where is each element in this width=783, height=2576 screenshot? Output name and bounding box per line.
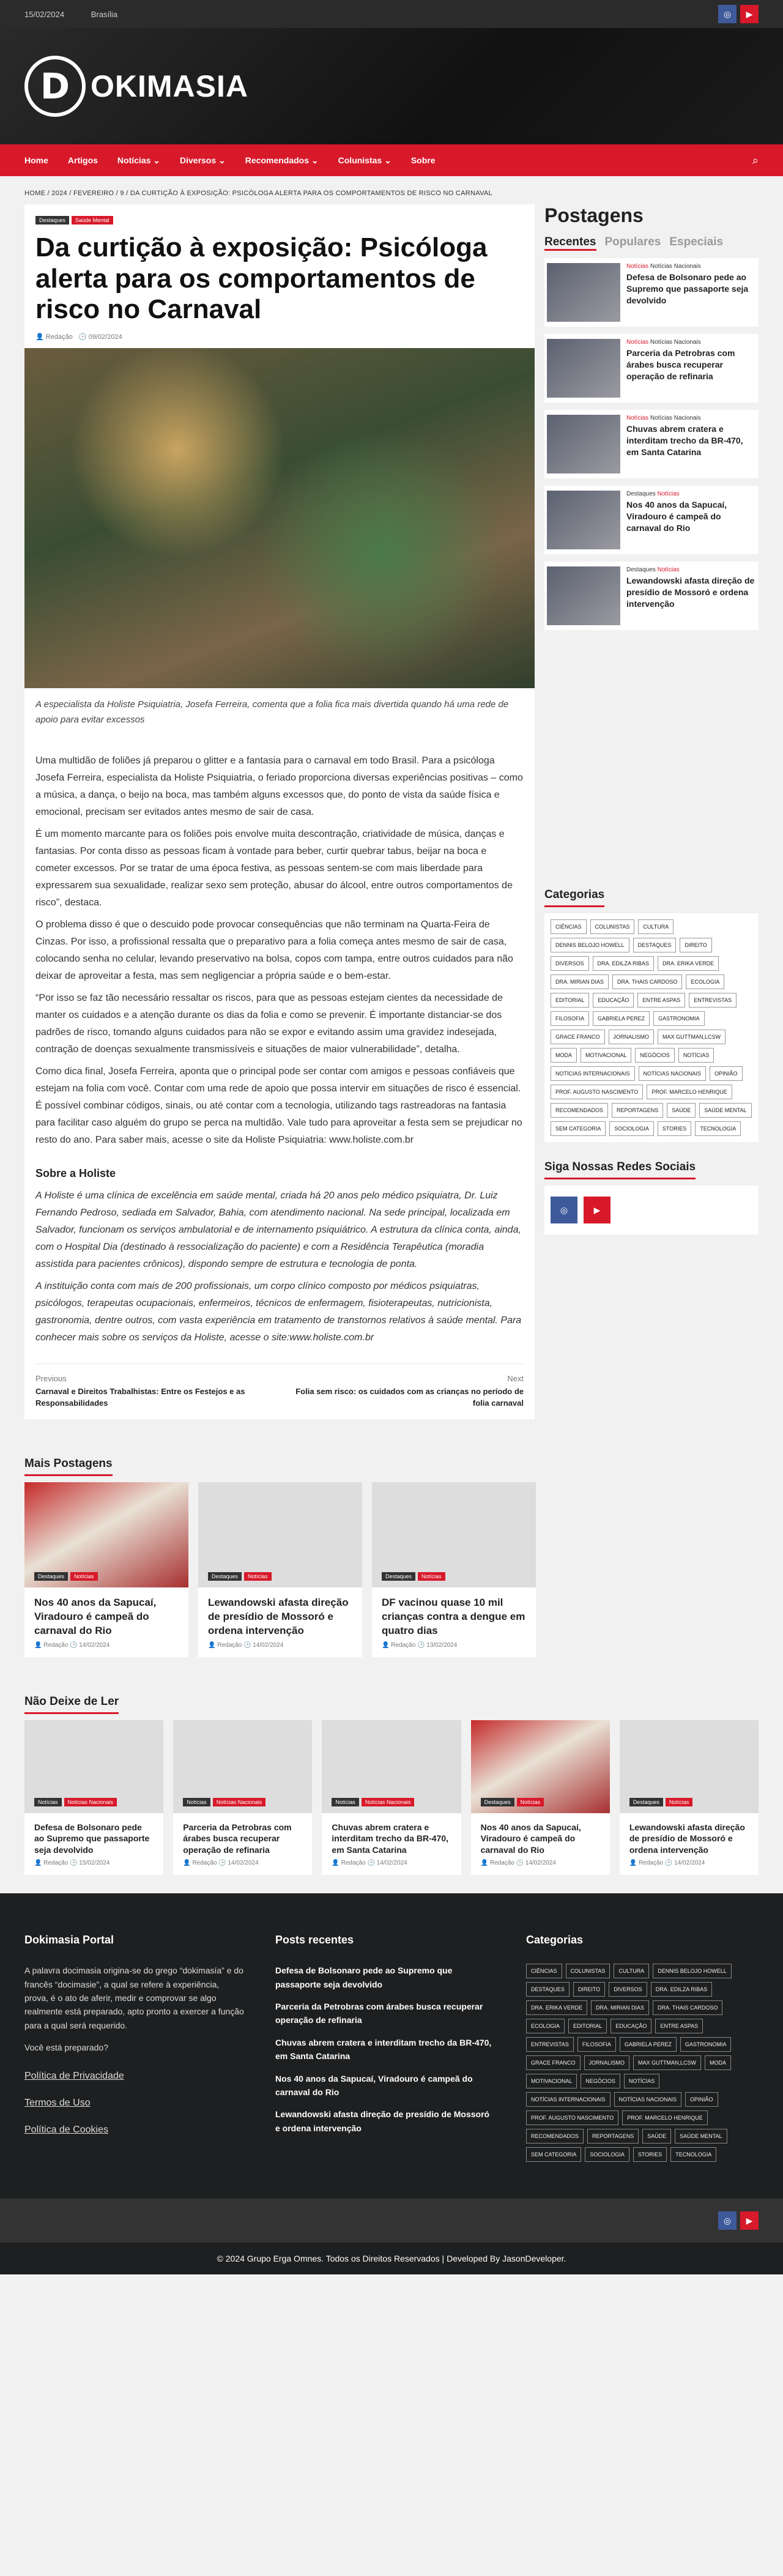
post-category[interactable]: Notícias Nacionais — [650, 415, 701, 421]
next-title: Folia sem risco: os cuidados com as crianças no período de folia carnaval — [295, 1386, 524, 1408]
category-tag[interactable]: TECNOLOGIA — [695, 1121, 741, 1136]
post-card[interactable] — [198, 1482, 362, 1657]
category-tag[interactable]: DESTAQUES — [633, 938, 677, 952]
nav-home[interactable]: Home — [24, 155, 48, 165]
sidebar-post[interactable] — [544, 258, 759, 327]
footer-recent-post[interactable]: Nos 40 anos da Sapucaí, Viradouro é campeã do carnaval do Rio — [275, 2073, 473, 2097]
category-tag[interactable]: ENTREVISTAS — [526, 2037, 574, 2052]
category-tag[interactable]: NOTÍCIAS — [624, 2074, 660, 2088]
category-tag[interactable]: ENTRE ASPAS — [637, 993, 685, 1008]
category-tag[interactable]: PROF. MARCELO HENRIQUE — [647, 1085, 732, 1099]
footer-portal-title: Dokimasia Portal — [24, 1934, 114, 1947]
category-tag[interactable]: STORIES — [633, 2147, 667, 2162]
post-date: 14/02/2024 — [79, 1641, 110, 1649]
post-image[interactable] — [372, 1482, 536, 1587]
post-tags — [382, 1570, 448, 1581]
post-meta: 👤 Redação 🕒 14/02/2024 — [480, 1860, 556, 1867]
category-tag[interactable]: DRA. MIRIAN DIAS — [591, 2000, 649, 2015]
tag-destaques[interactable]: Destaques — [35, 216, 69, 225]
post-tag[interactable]: Destaques — [208, 1572, 242, 1581]
post-tag[interactable]: Notícias Nacionais — [64, 1798, 117, 1806]
social-heading: Siga Nossas Redes Sociais — [544, 1160, 696, 1179]
post-image[interactable] — [173, 1720, 312, 1813]
category-tag[interactable]: FILOSOFIA — [551, 1011, 589, 1026]
previous-title: Carnaval e Direitos Trabalhistas: Entre os Festejos e as Responsabilidades — [35, 1386, 245, 1408]
footer-recent-post[interactable]: Chuvas abrem cratera e interditam trecho da BR-470, em Santa Catarina — [275, 2037, 492, 2062]
main-nav — [0, 144, 783, 176]
category-tag[interactable]: OPINIÃO — [710, 1066, 743, 1081]
post-title[interactable]: Nos 40 anos da Sapucaí, Viradouro é campeã do carnaval do Rio — [626, 500, 727, 533]
post-thumbnail[interactable] — [547, 415, 620, 473]
category-tag[interactable]: PROF. AUGUSTO NASCIMENTO — [526, 2110, 618, 2125]
category-tag[interactable]: SAÚDE — [642, 2129, 671, 2144]
post-tag[interactable]: Notícias — [34, 1798, 62, 1806]
category-tag[interactable]: MOTIVACIONAL — [526, 2074, 577, 2088]
category-tag-cloud — [544, 913, 759, 1142]
category-tag[interactable]: MODA — [705, 2055, 731, 2070]
search-icon[interactable]: ⌕ — [752, 154, 759, 166]
post-title[interactable]: Parceria da Petrobras com árabes busca recuperar operação de refinaria — [183, 1822, 292, 1855]
post-thumbnail[interactable] — [547, 263, 620, 322]
cookies-link[interactable]: Política de Cookies — [24, 2124, 108, 2135]
post-category[interactable]: Notícias — [657, 491, 680, 497]
article-author[interactable]: Redação — [45, 333, 73, 341]
about-heading: Sobre a Holiste — [35, 1167, 116, 1179]
category-tag[interactable]: RECOMENDADOS — [551, 1103, 608, 1118]
post-tag[interactable]: Notícias — [418, 1572, 445, 1581]
category-tag[interactable]: DIVERSOS — [609, 1982, 647, 1997]
post-title[interactable]: Chuvas abrem cratera e interditam trecho da BR-470, em Santa Catarina — [332, 1822, 449, 1855]
category-tag[interactable]: CULTURA — [614, 1964, 649, 1978]
category-tag[interactable]: NOTÍCIAS — [678, 1048, 714, 1063]
nav-recomendados[interactable]: Recomendados ⌄ — [245, 155, 319, 165]
hero-image — [24, 348, 535, 688]
social-box — [544, 1186, 759, 1234]
post-title[interactable]: Defesa de Bolsonaro pede ao Supremo que passaporte seja devolvido — [34, 1822, 150, 1855]
site-logo[interactable] — [24, 56, 248, 117]
post-meta: 👤 Redação 🕒 14/02/2024 — [629, 1860, 705, 1867]
post-card[interactable] — [173, 1720, 312, 1876]
post-title[interactable]: Parceria da Petrobras com árabes busca recuperar operação de refinaria — [626, 348, 735, 381]
instagram-icon[interactable]: ◎ — [718, 2211, 737, 2230]
post-thumbnail[interactable] — [547, 339, 620, 398]
youtube-icon[interactable]: ▶ — [584, 1197, 610, 1223]
post-card[interactable] — [322, 1720, 461, 1876]
categories-heading: Categorias — [544, 888, 604, 907]
footer-recent-post[interactable]: Lewandowski afasta direção de presídio de Mossoró e ordena intervenção — [275, 2109, 490, 2133]
youtube-icon[interactable]: ▶ — [740, 2211, 759, 2230]
next-post-link[interactable] — [280, 1374, 524, 1409]
category-tag[interactable]: RECOMENDADOS — [526, 2129, 584, 2144]
dont-miss-heading: Não Deixe de Ler — [24, 1695, 119, 1714]
post-tag[interactable]: Notícias — [332, 1798, 359, 1806]
category-tag[interactable]: DRA. ERIKA VERDE — [658, 956, 719, 971]
previous-post-link[interactable] — [35, 1374, 280, 1409]
post-title[interactable]: Lewandowski afasta direção de presídio de Mossoró e ordena intervenção — [629, 1822, 745, 1855]
category-tag[interactable]: SEM CATEGORIA — [526, 2147, 581, 2162]
category-tag[interactable]: COLUNISTAS — [590, 919, 635, 934]
post-meta: 👤 Redação 🕒 14/02/2024 — [34, 1641, 110, 1649]
youtube-icon[interactable]: ▶ — [740, 5, 759, 23]
footer — [0, 1893, 783, 2199]
category-tag[interactable]: TECNOLOGIA — [670, 2147, 716, 2162]
category-tag[interactable]: SOCIOLOGIA — [609, 1121, 654, 1136]
next-label: Next — [507, 1373, 524, 1383]
post-author[interactable]: Redação — [391, 1641, 416, 1649]
post-navigation — [35, 1364, 524, 1409]
post-title[interactable]: Lewandowski afasta direção de presídio de Mossoró e ordena intervenção — [626, 576, 755, 609]
article-date: 09/02/2024 — [88, 333, 122, 341]
category-tag[interactable]: EDUCAÇÃO — [593, 993, 634, 1008]
category-tag[interactable]: DIREITO — [573, 1982, 605, 1997]
post-tags — [629, 1796, 696, 1807]
category-tag[interactable]: NOTÍCIAS NACIONAIS — [614, 2092, 682, 2107]
nav-artigos[interactable]: Artigos — [67, 155, 98, 165]
about-paragraph: A Holiste é uma clínica de excelência em saúde mental, criada há 20 anos pelo médico psiquiatra, Dr. Luiz Fernando Pedroso, sediada em Salvador, Bahia, com atendimento nacional. Na sede principal, localizada em Salvador, funcionam os serviços ambulatorial e de internamento psiquiátrico. A estrutura da clínica conta, ainda, com o Hospital Dia (destinado à ressocialização do paciente) e com a Residência Terapêutica (moradia assistida para pacientes crônicos), dispondo sempre de estrutura e tecnologia de ponta. — [35, 1190, 521, 1269]
post-tag[interactable]: Notícias — [517, 1798, 544, 1806]
sidebar-title: Postagens — [544, 204, 644, 226]
post-tag[interactable]: Destaques — [629, 1798, 663, 1806]
footer-recent-post[interactable]: Parceria da Petrobras com árabes busca recuperar operação de refinaria — [275, 2002, 483, 2025]
post-title[interactable]: Chuvas abrem cratera e interditam trecho da BR-470, em Santa Catarina — [626, 424, 743, 457]
category-tag[interactable]: GASTRONOMIA — [653, 1011, 705, 1026]
post-tags — [208, 1570, 274, 1581]
dont-miss — [24, 1677, 759, 1876]
post-thumbnail[interactable] — [547, 491, 620, 549]
tab-recentes[interactable]: Recentes — [544, 236, 596, 251]
more-posts — [24, 1439, 759, 1657]
category-tag[interactable]: ENTRE ASPAS — [655, 2019, 703, 2033]
category-tag[interactable]: CIÊNCIAS — [551, 919, 587, 934]
post-title[interactable]: DF vacinou quase 10 mil crianças contra a dengue em quatro dias — [382, 1596, 525, 1636]
post-author[interactable]: Redação — [217, 1641, 242, 1649]
category-tag[interactable]: NEGÓCIOS — [635, 1048, 675, 1063]
nav-sobre[interactable]: Sobre — [410, 155, 436, 165]
post-author[interactable]: Redação — [489, 1860, 514, 1867]
category-tag[interactable]: EDUCAÇÃO — [610, 2019, 651, 2033]
post-tag[interactable]: Destaques — [481, 1798, 514, 1806]
article — [24, 204, 535, 1419]
category-tag[interactable]: REPORTAGENS — [587, 2129, 639, 2144]
category-tag[interactable]: MAX GUTTMAN,LCSW — [633, 2055, 701, 2070]
post-tag[interactable]: Notícias — [183, 1798, 210, 1806]
site-header — [0, 28, 783, 144]
post-tags — [481, 1796, 547, 1807]
post-category[interactable]: Notícias — [626, 263, 649, 270]
category-tag[interactable]: GASTRONOMIA — [680, 2037, 732, 2052]
copyright: © 2024 Grupo Erga Omnes. Todos os Direitos Reservados | Developed By JasonDeveloper. — [0, 2243, 783, 2274]
post-category[interactable]: Notícias — [626, 339, 649, 346]
image-caption: A especialista da Holiste Psiquiatria, Josefa Ferreira, comenta que a folia fica mais divertida quando há uma rede de apoio para evitar excessos — [35, 699, 509, 726]
category-tag[interactable]: MAX GUTTMAN,LCSW — [658, 1030, 725, 1044]
category-tag[interactable]: DENNIS BELOJO HOWELL — [551, 938, 629, 952]
nav-diversos[interactable]: Diversos ⌄ — [180, 155, 226, 165]
post-card[interactable] — [24, 1482, 188, 1657]
post-card[interactable] — [372, 1482, 536, 1657]
post-meta: 👤 Redação 🕒 14/02/2024 — [332, 1860, 407, 1867]
post-date: 14/02/2024 — [674, 1860, 705, 1867]
logo-text: OKIMASIA — [91, 69, 248, 103]
category-tag[interactable]: OPINIÃO — [685, 2092, 718, 2107]
post-title[interactable]: Nos 40 anos da Sapucaí, Viradouro é campeã do carnaval do Rio — [480, 1822, 581, 1855]
category-tag[interactable]: MOTIVACIONAL — [581, 1048, 631, 1063]
category-tag[interactable]: JORNALISMO — [609, 1030, 655, 1044]
category-tag[interactable]: NOTÍCIAS INTERNACIONAIS — [526, 2092, 610, 2107]
footer-recent-post[interactable]: Defesa de Bolsonaro pede ao Supremo que passaporte seja devolvido — [275, 1965, 453, 1989]
category-tag[interactable]: ECOLOGIA — [526, 2019, 565, 2033]
sidebar-tabs — [544, 236, 759, 251]
article-meta: 👤 Redação 🕒 09/02/2024 — [35, 333, 122, 341]
tab-especiais[interactable]: Especiais — [669, 236, 724, 248]
post-tag[interactable]: Notícias — [666, 1798, 693, 1806]
post-tag[interactable]: Notícias Nacionais — [362, 1798, 415, 1806]
article-title: Da curtição à exposição: Psicóloga alerta para os comportamentos de risco no Carnaval — [35, 232, 488, 325]
category-tag[interactable]: SOCIOLOGIA — [585, 2147, 629, 2162]
post-author[interactable]: Redação — [43, 1641, 69, 1649]
post-category[interactable]: Notícias Nacionais — [650, 263, 701, 270]
post-card[interactable] — [24, 1720, 163, 1876]
post-tag[interactable]: Notícias Nacionais — [213, 1798, 266, 1806]
category-tag[interactable]: JORNALISMO — [584, 2055, 630, 2070]
nav-colunistas[interactable]: Colunistas ⌄ — [338, 155, 392, 165]
category-tag[interactable]: REPORTAGENS — [612, 1103, 663, 1118]
post-date: 14/02/2024 — [525, 1860, 556, 1867]
footer-recent-title: Posts recentes — [275, 1934, 354, 1947]
footer-tag-cloud — [526, 1964, 746, 2162]
category-tag[interactable]: DRA. EDILZA RIBAS — [651, 1982, 713, 1997]
city: Brasília — [91, 9, 118, 19]
post-date: 14/02/2024 — [376, 1860, 407, 1867]
breadcrumb[interactable]: HOME / 2024 / FEVEREIRO / 9 / DA CURTIÇÃO À EXPOSIÇÃO: PSICÓLOGA ALERTA PARA OS COMPORTAMENTOS DE RISCO NO CARNAVAL — [24, 190, 492, 197]
category-tag[interactable]: SAÚDE — [667, 1103, 696, 1118]
category-tag[interactable]: DRA. THAIS CARDOSO — [653, 2000, 722, 2015]
top-bar — [0, 0, 783, 28]
post-tags — [34, 1570, 100, 1581]
post-meta: 👤 Redação 🕒 15/02/2024 — [34, 1860, 110, 1867]
about-paragraph: A instituição conta com mais de 200 profissionais, um corpo clínico composto por médicos psiquiatras, psicólogos, terapeutas ocupacionais, enfermeiros, técnicos de enfermagem, fisioterapeutas, nutricionista, gastronomia, dentre outros, com vasta experiência em tratamento de transtornos relativos à saúde mental. Para conhecer mais sobre os serviços da Holiste, acesse o site:www.holiste.com.br — [35, 1280, 522, 1343]
category-tag[interactable]: DRA. MIRIAN DIAS — [551, 974, 609, 989]
category-tag[interactable]: CIÊNCIAS — [526, 1964, 562, 1978]
category-tag[interactable]: SAÚDE MENTAL — [675, 2129, 727, 2144]
nav-noticias[interactable]: Notícias ⌄ — [117, 155, 160, 165]
post-category[interactable]: Notícias — [626, 415, 649, 421]
footer-social-bar — [0, 2199, 783, 2243]
category-tag[interactable]: STORIES — [658, 1121, 691, 1136]
category-tag[interactable]: MODA — [551, 1048, 577, 1063]
post-date: 14/02/2024 — [253, 1641, 284, 1649]
more-posts-heading: Mais Postagens — [24, 1457, 113, 1476]
post-tag[interactable]: Notícias — [244, 1572, 272, 1581]
category-tag[interactable]: NOTÍCIAS NACIONAIS — [639, 1066, 707, 1081]
category-tag[interactable]: DRA. THAIS CARDOSO — [612, 974, 682, 989]
footer-ready-text: Você está preparado? — [24, 2043, 108, 2053]
category-tag[interactable]: DENNIS BELOJO HOWELL — [653, 1964, 732, 1978]
post-author[interactable]: Redação — [43, 1860, 69, 1867]
post-author[interactable]: Redação — [639, 1860, 664, 1867]
post-image[interactable] — [620, 1720, 759, 1813]
category-tag[interactable]: NOTÍCIAS INTERNACIONAIS — [551, 1066, 635, 1081]
category-tag[interactable]: EDITORIAL — [551, 993, 589, 1008]
privacy-link[interactable]: Política de Privacidade — [24, 2070, 124, 2081]
post-category[interactable]: Notícias — [657, 566, 680, 573]
post-tag[interactable]: Destaques — [34, 1572, 68, 1581]
paragraph: “Por isso se faz tão necessário ressaltar os riscos, para que as pessoas estejam cientes da necessidade de manter os cuidados e a atenção durante os dias da folia e como se prevenir. É importante distanciar-se dos padrões de risco, tomando alguns cuidados para não se expor e evitando assim uma gravidez indesejada, contração de doenças sexualmente transmissíveis e situações de maior vulnerabilidade”, detalha. — [35, 992, 503, 1055]
logo-mark: D — [24, 56, 86, 117]
category-tag[interactable]: DIREITO — [680, 938, 711, 952]
category-tag[interactable]: SAÚDE MENTAL — [699, 1103, 751, 1118]
sidebar-post[interactable] — [544, 486, 759, 554]
category-tag[interactable]: CULTURA — [638, 919, 674, 934]
post-thumbnail[interactable] — [547, 566, 620, 625]
post-image[interactable] — [24, 1720, 163, 1813]
category-tag[interactable]: NEGÓCIOS — [581, 2074, 620, 2088]
current-date: 15/02/2024 — [24, 9, 65, 19]
post-tags — [332, 1796, 417, 1807]
paragraph: O problema disso é que o descuido pode provocar consequências que não terminam na Quarta-Feira de Cinzas. Por isso, a profissional ressalta que o preparativo para a folia começa antes mesmo de sair de casa, colocando senha no celular, levando preservativo na bolsa, copos com tampa, entre outros cuidados para não deixar de aproveitar a festa, mas sem negligenciar a própria saúde e o bem-estar. — [35, 919, 513, 981]
post-title[interactable]: Nos 40 anos da Sapucaí, Viradouro é campeã do carnaval do Rio — [34, 1596, 157, 1636]
post-tags — [183, 1796, 268, 1807]
category-tag[interactable]: DIVERSOS — [551, 956, 589, 971]
post-card[interactable] — [620, 1720, 759, 1876]
post-image[interactable] — [322, 1720, 461, 1813]
post-meta: 👤 Redação 🕒 14/02/2024 — [208, 1641, 284, 1649]
terms-link[interactable]: Termos de Uso — [24, 2097, 91, 2108]
post-date: 14/02/2024 — [228, 1860, 259, 1867]
category-tag[interactable]: GABRIELA PEREZ — [620, 2037, 677, 2052]
category-tag[interactable]: PROF. MARCELO HENRIQUE — [622, 2110, 708, 2125]
tag-saude-mental[interactable]: Saúde Mental — [72, 216, 113, 225]
post-image[interactable] — [24, 1482, 188, 1587]
category-tag[interactable]: GRACE FRANCO — [526, 2055, 581, 2070]
category-tag[interactable]: ENTREVISTAS — [689, 993, 737, 1008]
paragraph: É um momento marcante para os foliões pois envolve muita descontração, criatividade de música, danças e fantasias. Por conta disso as pessoas ficam à vontade para beber, curtir quebrar tabus, beijar na boca e cometer excessos. Por se tratar de uma época festiva, as pessoas sentem-se com mais liberdade para expressarem sua sexualidade, realizar sexo sem proteção, abusar do álcool, entre outros comportamentos de risco”, destaca. — [35, 828, 513, 908]
article-body — [35, 752, 524, 1346]
footer-portal-text: A palavra docimasia origina-se do grego “dokimasía” e do francês “docimasie”, a qual se refere à experiência, prova, é o ato de aferir, medir e comprovar se algo realmente está preparado, apto pronto a exercer a função para a qual será requerido. — [24, 1965, 244, 2030]
post-author[interactable]: Redação — [341, 1860, 366, 1867]
paragraph: Como dica final, Josefa Ferreira, aponta que o principal pode ser contar com amigos e pessoas confiáveis que estejam na folia com você. Contar com uma rede de apoio que possa intervir em situações de risco é essencial. É possível combinar códigos, sinais, ou até contar com a tecnologia, utilizando tags rastreadoras na fantasia para facilitar caso alguém do grupo se perca na multidão. Vale tudo para aproveitar a festa sem se prejudicar no resto do ano. Para saber mais, acesse o site da Holiste Psiquiatria: www.holiste.com.br — [35, 1066, 522, 1145]
post-title[interactable]: Lewandowski afasta direção de presídio de Mossoró e ordena intervenção — [208, 1596, 349, 1636]
post-date: 13/02/2024 — [426, 1641, 458, 1649]
post-category[interactable]: Destaques — [626, 566, 656, 573]
post-category[interactable]: Destaques — [626, 491, 656, 497]
post-image[interactable] — [471, 1720, 610, 1813]
post-title[interactable]: Defesa de Bolsonaro pede ao Supremo que passaporte seja devolvido — [626, 272, 749, 305]
post-meta: 👤 Redação 🕒 13/02/2024 — [382, 1641, 458, 1649]
post-tags — [34, 1796, 119, 1807]
previous-label: Previous — [35, 1373, 67, 1383]
post-category[interactable]: Notícias Nacionais — [650, 339, 701, 346]
post-image[interactable] — [198, 1482, 362, 1587]
sidebar — [544, 204, 759, 1419]
category-tag[interactable]: GABRIELA PEREZ — [593, 1011, 650, 1026]
post-tag[interactable]: Notícias — [70, 1572, 98, 1581]
category-tag[interactable]: PROF. AUGUSTO NASCIMENTO — [551, 1085, 643, 1099]
category-tag[interactable]: EDITORIAL — [568, 2019, 607, 2033]
instagram-icon[interactable]: ◎ — [718, 5, 737, 23]
sidebar-post[interactable] — [544, 410, 759, 478]
category-tag[interactable]: DRA. EDILZA RIBAS — [593, 956, 655, 971]
category-tag[interactable]: GRACE FRANCO — [551, 1030, 605, 1044]
post-date: 15/02/2024 — [79, 1860, 110, 1867]
category-tag[interactable]: DRA. ERIKA VERDE — [526, 2000, 587, 2015]
category-tag[interactable]: ECOLOGIA — [686, 974, 724, 989]
instagram-icon[interactable]: ◎ — [551, 1197, 577, 1223]
category-tag[interactable]: SEM CATEGORIA — [551, 1121, 606, 1136]
post-tag[interactable]: Destaques — [382, 1572, 415, 1581]
paragraph: Uma multidão de foliões já preparou o glitter e a fantasia para o carnaval em todo Brasil. Para a psicóloga Josefa Ferreira, especialista da Holiste Psiquiatria, o feriado proporciona diversas experiências positivas – como a música, a dança, o beijo na boca, mas também alguns excessos que, do ponto de vista da saúde física e emocional, precisam ser evitados antes mesmo de sair de casa. — [35, 755, 523, 817]
sidebar-post[interactable] — [544, 334, 759, 403]
category-tag[interactable]: FILOSOFIA — [577, 2037, 616, 2052]
footer-categories-title: Categorias — [526, 1934, 584, 1947]
category-tag[interactable]: COLUNISTAS — [566, 1964, 610, 1978]
category-tag[interactable]: DESTAQUES — [526, 1982, 570, 1997]
sidebar-post[interactable] — [544, 562, 759, 630]
post-card[interactable] — [471, 1720, 610, 1876]
post-author[interactable]: Redação — [192, 1860, 217, 1867]
tab-populares[interactable]: Populares — [604, 236, 661, 248]
post-meta: 👤 Redação 🕒 14/02/2024 — [183, 1860, 259, 1867]
